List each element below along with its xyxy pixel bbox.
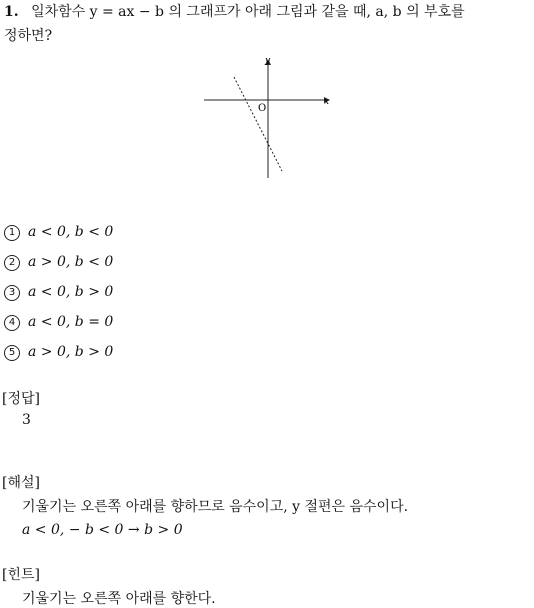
solution-label: [해설] <box>2 475 40 491</box>
choice-2-mark: 2 <box>4 255 20 271</box>
function-line <box>234 77 282 171</box>
question-line-1 <box>4 1 465 21</box>
choice-1[interactable] <box>4 224 113 241</box>
choice-4[interactable] <box>4 314 113 331</box>
choice-3-text: a < 0, b > 0 <box>28 284 114 300</box>
choice-5[interactable] <box>4 344 113 361</box>
choice-5-mark: 5 <box>4 345 20 361</box>
question-line-2: 정하면? <box>4 28 53 44</box>
hint-line-1: 기울기는 오른쪽 아래를 향한다. <box>22 591 216 607</box>
choice-4-mark: 4 <box>4 315 20 331</box>
hint-label: [힌트] <box>2 567 40 583</box>
choice-3[interactable] <box>4 284 113 301</box>
answer-value: 3 <box>22 412 31 428</box>
choice-4-text: a < 0, b = 0 <box>28 314 114 330</box>
x-axis-label: x <box>324 97 330 107</box>
solution-line-1: 기울기는 오른쪽 아래를 향하므로 음수이고, y 절편은 음수이다. <box>22 499 409 515</box>
choice-3-mark: 3 <box>4 285 20 301</box>
question-number: 1. <box>4 4 19 20</box>
y-axis-label: y <box>265 56 271 66</box>
answer-label: [정답] <box>2 391 40 407</box>
solution-line-2: a < 0, − b < 0 → b > 0 <box>22 522 183 538</box>
origin-label: O <box>258 103 267 114</box>
choice-2-text: a > 0, b < 0 <box>28 254 114 270</box>
choice-1-mark: 1 <box>4 225 20 241</box>
choice-1-text: a < 0, b < 0 <box>28 224 114 240</box>
choice-5-text: a > 0, b > 0 <box>28 344 114 360</box>
function-graph <box>200 55 340 185</box>
choice-2[interactable] <box>4 254 113 271</box>
question-text: 일차함수 y = ax − b 의 그래프가 아래 그림과 같을 때, a, b 의 부호를 <box>31 4 465 20</box>
